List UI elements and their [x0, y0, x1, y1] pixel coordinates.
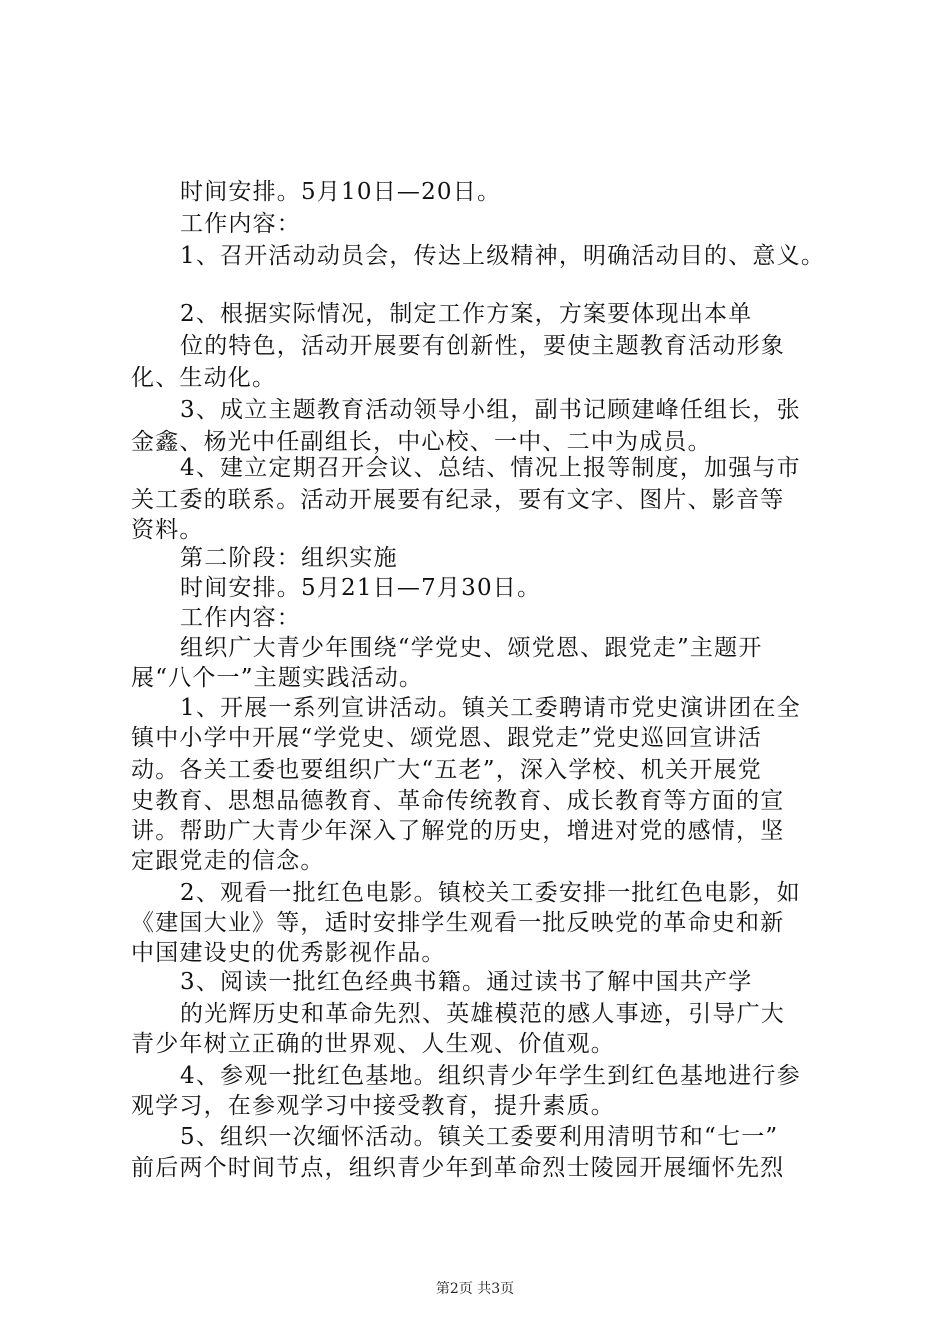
text-line: 定跟党走的信念。 [131, 848, 325, 874]
text-line: 关工委的联系。活动开展要有纪录，要有文字、图片、影音等 [131, 487, 785, 513]
text-line: 资料。 [131, 517, 204, 543]
section-heading: 第二阶段：组织实施 [180, 545, 398, 571]
text-line: 的光辉历史和革命先烈、英雄模范的感人事迹，引导广大 [180, 1001, 785, 1027]
text-line: 前后两个时间节点，组织青少年到革命烈士陵园开展缅怀先烈 [131, 1155, 785, 1181]
text-line: 5、组织一次缅怀活动。镇关工委要利用清明节和“七一” [180, 1124, 779, 1150]
text-line: 2、根据实际情况，制定工作方案，方案要体现出本单 [180, 301, 753, 327]
text-line: 1、召开活动动员会，传达上级精神，明确活动目的、意义。 [180, 243, 826, 269]
text-line: 《建国大业》等，适时安排学生观看一批反映党的革命史和新 [131, 910, 785, 936]
text-line: 镇中小学中开展“学党史、颂党恩、跟党走”党史巡回宣讲活 [131, 725, 762, 751]
text-line: 2、观看一批红色电影。镇校关工委安排一批红色电影，如 [180, 880, 801, 906]
text-line: 4、建立定期召开会议、总结、情况上报等制度，加强与市 [180, 455, 801, 481]
text-line: 3、阅读一批红色经典书籍。通过读书了解中国共产学 [180, 969, 753, 995]
text-line: 金鑫、杨光中任副组长，中心校、一中、二中为成员。 [131, 429, 712, 455]
text-line: 中国建设史的优秀影视作品。 [131, 940, 446, 966]
text-line: 4、参观一批红色基地。组织青少年学生到红色基地进行参 [180, 1063, 801, 1089]
text-line: 时间安排。5月10日—20日。 [180, 179, 502, 205]
text-line: 时间安排。5月21日—7月30日。 [180, 575, 542, 601]
text-line: 1、开展一系列宣讲活动。镇关工委聘请市党史演讲团在全 [180, 695, 801, 721]
text-line: 组织广大青少年围绕“学党史、颂党恩、跟党走”主题开 [180, 635, 763, 661]
text-line: 位的特色，活动开展要有创新性，要使主题教育活动形象 [180, 333, 785, 359]
text-line: 青少年树立正确的世界观、人生观、价值观。 [131, 1031, 615, 1057]
text-line: 史教育、思想品德教育、革命传统教育、成长教育等方面的宣 [131, 788, 785, 814]
text-line: 动。各关工委也要组织广大“五老”，深入学校、机关开展党 [131, 757, 762, 783]
page-footer: 第2页 共3页 [435, 1281, 515, 1297]
text-line: 化、生动化。 [131, 365, 277, 391]
text-line: 展“八个一”主题实践活动。 [131, 665, 424, 691]
text-line: 讲。帮助广大青少年深入了解党的历史，增进对党的感情，坚 [131, 818, 785, 844]
text-line: 观学习，在参观学习中接受教育，提升素质。 [131, 1093, 615, 1119]
text-line: 3、成立主题教育活动领导小组，副书记顾建峰任组长，张 [180, 397, 801, 423]
text-line: 工作内容： [180, 211, 301, 237]
text-line: 工作内容： [180, 605, 301, 631]
